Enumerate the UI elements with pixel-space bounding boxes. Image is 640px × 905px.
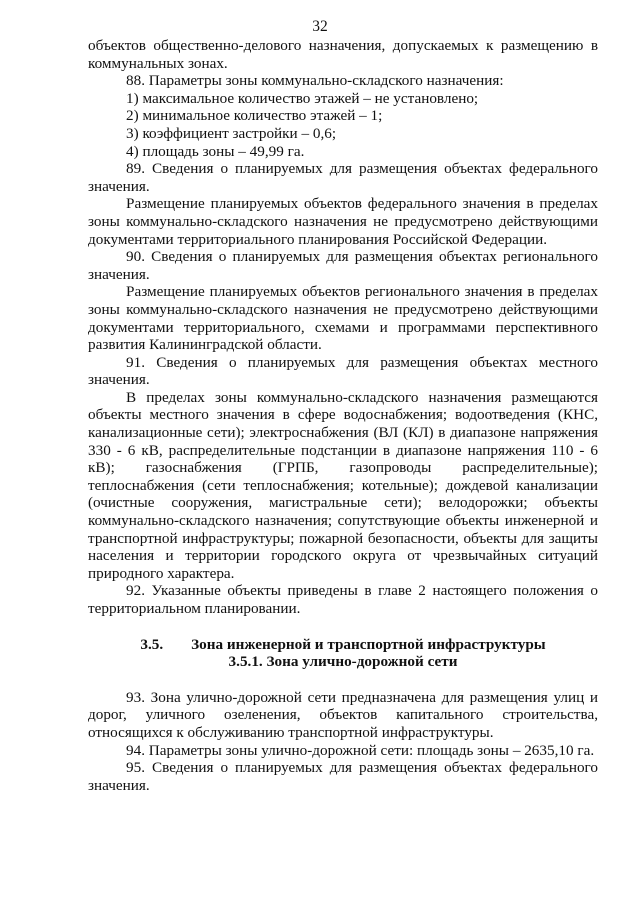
paragraph: 4) площадь зоны – 49,99 га. bbox=[126, 142, 305, 160]
paragraph: 92. Указанные объекты приведены в главе 2 настоящего положения о территориальном планировании. bbox=[88, 582, 598, 617]
paragraph: 95. Сведения о планируемых для размещения объектах федерального значения. bbox=[88, 759, 598, 794]
paragraph: 2) минимальное количество этажей – 1; bbox=[126, 107, 383, 125]
paragraph: 89. Сведения о планируемых для размещения объектах федерального значения. bbox=[88, 160, 598, 195]
paragraph: объектов общественно-делового назначения, допускаемых к размещению в коммунальных зонах. bbox=[88, 37, 598, 72]
paragraph: 94. Параметры зоны улично-дорожной сети: площадь зоны – 2635,10 га. bbox=[126, 741, 595, 759]
paragraph: Размещение планируемых объектов федерального значения в пределах зоны коммунально-складского назначения не предусмотрено действующими документами территориального планирования Российской Федерации. bbox=[88, 195, 598, 248]
paragraph: 91. Сведения о планируемых для размещения объектах местного значения. bbox=[88, 353, 598, 389]
paragraph: 93. Зона улично-дорожной сети предназначена для размещения улиц и дорог, уличного озеленения, объектов капитального строительства, относящихся к обслуживанию транспортной инфраструктуры. bbox=[88, 688, 598, 741]
section-heading-block bbox=[88, 636, 598, 671]
paragraph: Размещение планируемых объектов регионального значения в пределах зоны коммунально-складского назначения не предусмотрено действующими документами территориального, схемами и программами перспективного развития Калининградской области. bbox=[88, 283, 598, 354]
page-content bbox=[88, 37, 598, 794]
paragraph: В пределах зоны коммунально-складского назначения размещаются объекты местного значения в сфере водоснабжения; водоотведения (КНС, канализационные сети); электроснабжения (ВЛ (КЛ) в диапазоне напряжения 330 - 6 кВ, распределительные подстанции в диапазоне напряжения 110 - 6 кВ); газоснабжения (ГРПБ, газопроводы распределительные); теплоснабжения (сети теплоснабжения; котельные); дождевой канализации (очистные сооружения, магистральные сети); велодорожки; объекты коммунально-складского назначения; сопутствующие объекты инженерной и транспортной инфраструктуры; пожарной безопасности, объекты для защиты населения и территории городского округа от чрезвычайных ситуаций природного характера. bbox=[88, 388, 598, 582]
section-heading bbox=[88, 636, 598, 654]
page-number: 32 bbox=[312, 18, 328, 35]
section-number: 3.5. bbox=[140, 635, 164, 653]
paragraph-group-top bbox=[88, 37, 598, 618]
paragraph: 3) коэффициент застройки – 0,6; bbox=[126, 124, 337, 142]
paragraph: 88. Параметры зоны коммунально-складского назначения: bbox=[126, 72, 504, 90]
section-title: Зона инженерной и транспортной инфраструктуры bbox=[191, 635, 546, 653]
paragraph: 1) максимальное количество этажей – не установлено; bbox=[126, 89, 479, 107]
subsection-heading: 3.5.1. Зона улично-дорожной сети bbox=[228, 653, 458, 671]
paragraph: 90. Сведения о планируемых для размещения объектах регионального значения. bbox=[88, 248, 598, 283]
paragraph-group-bottom bbox=[88, 689, 598, 795]
